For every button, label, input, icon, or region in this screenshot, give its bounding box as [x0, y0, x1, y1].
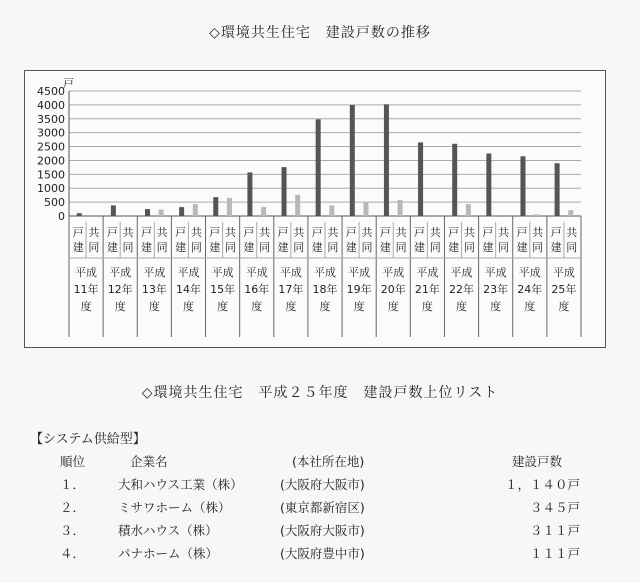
bar-kodate: [316, 119, 321, 216]
x-tick-label: 22年: [449, 283, 475, 296]
x-tick-label: 度: [285, 300, 297, 313]
chart-frame: [24, 70, 606, 348]
ranking-header-row: [60, 452, 580, 475]
sub-label: 戸: [516, 226, 528, 239]
y-tick-label: 2500: [37, 140, 65, 154]
x-tick-label: 度: [182, 300, 194, 313]
ranking-row: [60, 521, 580, 544]
location: (大阪府大阪市): [280, 477, 365, 492]
sub-label: 戸: [277, 226, 289, 239]
bar-kodate: [179, 207, 184, 216]
bar-kodate: [77, 213, 82, 216]
sub-label: 共: [122, 226, 134, 239]
ranking-table: [60, 452, 580, 567]
sub-label: 同: [361, 241, 373, 254]
location: (大阪府大阪市): [280, 523, 365, 538]
y-tick-label: 1500: [37, 168, 65, 182]
x-tick-label: 平成: [314, 266, 336, 279]
company: ミサワホーム（株）: [118, 500, 231, 515]
rank: ３．: [60, 523, 86, 538]
x-tick-label: 度: [148, 300, 160, 313]
x-tick-label: 23年: [483, 283, 509, 296]
x-tick-label: 平成: [484, 266, 507, 279]
count: １，１４０戸: [504, 477, 580, 492]
bar-kodate: [247, 172, 252, 216]
sub-label: 建: [209, 241, 221, 254]
location: (東京都新宿区): [280, 500, 365, 515]
count: ３１１戸: [529, 523, 580, 538]
sub-label: 共: [156, 226, 168, 239]
sub-label: 共: [566, 226, 578, 239]
x-tick-label: 平成: [279, 266, 302, 279]
y-tick-label: 3000: [37, 126, 65, 140]
sub-label: 同: [327, 241, 339, 254]
sub-label: 戸: [550, 226, 562, 239]
bar-kyodo: [159, 210, 164, 216]
sub-label: 建: [243, 241, 255, 254]
sub-label: 同: [566, 241, 578, 254]
ranking-title: ◇環境共生住宅 平成２５年度 建設戸数上位リスト: [141, 385, 499, 401]
bar-kyodo: [466, 204, 471, 216]
y-tick-label: 4500: [37, 85, 65, 98]
x-tick-label: 平成: [211, 266, 234, 279]
sub-label: 建: [379, 241, 391, 254]
x-tick-label: 15年: [210, 283, 236, 296]
x-tick-label: 度: [353, 300, 365, 313]
y-tick-label: 0: [58, 210, 65, 223]
x-tick-label: 20年: [380, 283, 406, 296]
x-tick-label: 度: [387, 300, 399, 313]
sub-label: 戸: [175, 226, 187, 239]
bar-kodate: [213, 197, 218, 216]
x-tick-label: 平成: [518, 266, 541, 279]
bar-kodate: [418, 142, 423, 216]
company: 大和ハウス工業（株）: [118, 477, 243, 492]
x-tick-label: 平成: [245, 266, 268, 279]
header-count: 建設戸数: [511, 454, 562, 469]
x-tick-label: 度: [217, 300, 229, 313]
ranking-row: [60, 544, 580, 567]
y-tick-label: 500: [44, 196, 65, 210]
sub-label: 共: [224, 226, 236, 239]
bar-kyodo: [227, 198, 232, 216]
sub-label: 建: [106, 241, 118, 254]
sub-label: 同: [224, 241, 236, 254]
sub-label: 同: [88, 241, 100, 254]
count: ３４５戸: [529, 500, 580, 515]
sub-label: 同: [463, 241, 475, 254]
sub-label: 共: [293, 226, 305, 239]
sub-label: 建: [277, 241, 289, 254]
bar-kodate: [350, 105, 355, 216]
sub-label: 同: [429, 241, 441, 254]
sub-label: 戸: [243, 226, 255, 239]
sub-label: 同: [532, 241, 544, 254]
x-tick-label: 平成: [382, 266, 405, 279]
sub-label: 戸: [311, 226, 323, 239]
bar-kodate: [145, 209, 150, 216]
sub-label: 戸: [345, 226, 357, 239]
x-tick-label: 25年: [551, 283, 577, 296]
y-tick-label: 2000: [37, 154, 65, 168]
sub-label: 建: [516, 241, 528, 254]
x-tick-label: 平成: [177, 266, 200, 279]
sub-label: 共: [259, 226, 271, 239]
bar-kodate: [452, 144, 457, 216]
sub-label: 建: [448, 241, 460, 254]
header-location: (本社所在地): [292, 454, 365, 469]
x-tick-label: 度: [490, 300, 502, 313]
bar-kyodo: [193, 204, 198, 216]
location: (大阪府豊中市): [280, 546, 365, 561]
x-tick-label: 18年: [312, 283, 338, 296]
x-tick-label: 度: [524, 300, 536, 313]
y-unit-label: 戸: [63, 77, 74, 90]
sub-label: 同: [498, 241, 510, 254]
x-tick-label: 19年: [346, 283, 372, 296]
sub-label: 共: [429, 226, 441, 239]
bar-kyodo: [398, 200, 403, 216]
sub-label: 戸: [140, 226, 152, 239]
company: パナホーム（株）: [118, 546, 219, 561]
x-tick-label: 平成: [109, 266, 132, 279]
bar-kyodo: [295, 195, 300, 216]
bar-kodate: [384, 104, 389, 216]
x-tick-label: 度: [80, 300, 92, 313]
sub-label: 建: [140, 241, 152, 254]
bar-kodate: [282, 167, 287, 216]
sub-label: 戸: [448, 226, 460, 239]
bar-chart: [25, 71, 605, 347]
y-tick-label: 3500: [37, 112, 65, 126]
sub-label: 建: [550, 241, 562, 254]
rank: ２．: [60, 500, 86, 515]
section-label: 【システム供給型】: [30, 432, 146, 447]
bar-kyodo: [363, 203, 368, 216]
x-tick-label: 度: [456, 300, 468, 313]
bar-kodate: [111, 205, 116, 216]
count: １１１戸: [529, 546, 580, 561]
ranking-row: [60, 475, 580, 498]
sub-label: 同: [293, 241, 305, 254]
sub-label: 共: [88, 226, 100, 239]
sub-label: 共: [327, 226, 339, 239]
x-tick-label: 21年: [414, 283, 440, 296]
sub-label: 共: [361, 226, 373, 239]
chart-title: ◇環境共生住宅 建設戸数の推移: [209, 25, 431, 41]
bar-kyodo: [329, 205, 334, 216]
sub-label: 建: [345, 241, 357, 254]
sub-label: 建: [175, 241, 187, 254]
sub-label: 同: [122, 241, 134, 254]
x-tick-label: 平成: [450, 266, 473, 279]
x-tick-label: 度: [319, 300, 331, 313]
sub-label: 戸: [379, 226, 391, 239]
rank: ４．: [60, 546, 86, 561]
sub-label: 同: [259, 241, 271, 254]
sub-label: 戸: [482, 226, 494, 239]
sub-label: 建: [482, 241, 494, 254]
bar-kyodo: [261, 207, 266, 216]
sub-label: 戸: [209, 226, 221, 239]
x-tick-label: 24年: [517, 283, 543, 296]
x-tick-label: 平成: [416, 266, 439, 279]
x-tick-label: 平成: [348, 266, 371, 279]
x-tick-label: 度: [251, 300, 263, 313]
x-tick-label: 11年: [73, 283, 99, 296]
sub-label: 戸: [72, 226, 84, 239]
header-rank: 順位: [60, 454, 86, 469]
sub-label: 戸: [106, 226, 118, 239]
x-tick-label: 平成: [552, 266, 575, 279]
sub-label: 戸: [414, 226, 426, 239]
sub-label: 共: [395, 226, 407, 239]
bar-kodate: [520, 156, 525, 216]
rank: １．: [60, 477, 86, 492]
y-tick-label: 4000: [37, 98, 65, 112]
sub-label: 建: [311, 241, 323, 254]
sub-label: 同: [156, 241, 168, 254]
company: 積水ハウス（株）: [118, 523, 218, 538]
sub-label: 建: [72, 241, 84, 254]
x-tick-label: 度: [558, 300, 570, 313]
sub-label: 共: [190, 226, 202, 239]
x-tick-label: 度: [421, 300, 433, 313]
sub-label: 共: [463, 226, 475, 239]
ranking-row: [60, 498, 580, 521]
bar-kyodo: [568, 210, 573, 216]
x-tick-label: 14年: [175, 283, 201, 296]
x-tick-label: 平成: [75, 266, 98, 279]
x-tick-label: 12年: [107, 283, 133, 296]
x-tick-label: 13年: [141, 283, 167, 296]
bar-kyodo: [534, 214, 539, 216]
x-tick-label: 16年: [244, 283, 270, 296]
bar-kodate: [486, 154, 491, 217]
y-tick-label: 1000: [37, 182, 65, 196]
header-company: 企業名: [130, 454, 168, 469]
x-tick-label: 17年: [278, 283, 304, 296]
x-tick-label: 度: [114, 300, 126, 313]
x-tick-label: 平成: [143, 266, 166, 279]
bar-kodate: [555, 163, 560, 216]
sub-label: 共: [532, 226, 544, 239]
sub-label: 建: [414, 241, 426, 254]
sub-label: 共: [498, 226, 510, 239]
sub-label: 同: [190, 241, 202, 254]
sub-label: 同: [395, 241, 407, 254]
